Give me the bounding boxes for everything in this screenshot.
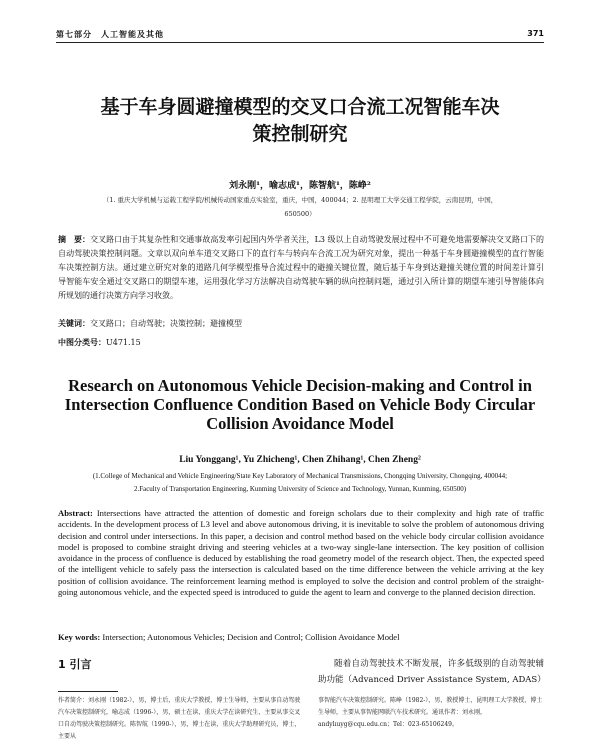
chinese-affiliation-line-2: 650500）: [284, 210, 316, 218]
running-header: [56, 28, 544, 43]
chinese-keywords-label: 关键词：: [58, 319, 90, 328]
chinese-keywords-text: 交叉路口；自动驾驶；决策控制；避撞模型: [90, 319, 242, 328]
english-affiliations: [40, 470, 560, 496]
chinese-abstract-text: 交叉路口由于其复杂性和交通事故高发率引起国内外学者关注，L3 级以上自动驾驶发展过程中不可避免地需要解决交叉路口下的自动驾驶决策控制问题。文章以双向单车道交叉路口下的直行车与转向车合流工况为研究对象，提出一种基于车身圆避撞模型的直行智能车决策控制方法。通过建立研究对象的道路几何学模型推导合流过程中的避撞关键位置，随后基于车身到达避撞关键位置的时间差计算引导智能车安全通过交叉路口的期望车速，运用强化学习方法解决自动驾驶车辆的纵向控制问题，通过引入所计算的期望车速引导智能体向所规划的通行决策方向学习收敛。: [58, 235, 544, 300]
english-abstract: [58, 508, 544, 598]
english-title: [40, 376, 560, 433]
introduction-paragraph: 随着自动驾驶技术不断发展，许多低级别的自动驾驶辅助功能（Advanced Driver Assistance System, ADAS）: [318, 659, 546, 685]
chinese-affiliation-line-1: （1. 重庆大学机械与运载工程学院/机械传动国家重点实验室，重庆，中国，400044；2. 昆明理工大学交通工程学院，云南昆明，中国，: [102, 196, 498, 204]
english-affiliation-line-2: 2.Faculty of Transportation Engineering, Kunming University of Science and Technology, Yunnan, Kunming, 650500): [133, 485, 467, 493]
english-keywords-label: Key words:: [58, 632, 101, 642]
classification-value: U471.15: [106, 338, 141, 347]
english-title-line-3: Collision Avoidance Model: [206, 414, 394, 433]
english-authors: Liu Yonggang¹, Yu Zhicheng¹, Chen Zhihang¹, Chen Zheng²: [179, 455, 421, 465]
chinese-title: [40, 94, 560, 148]
classification-label: 中图分类号：: [58, 338, 106, 347]
section-heading-introduction: 1 引言: [58, 658, 92, 671]
page-number: 371: [527, 29, 544, 38]
header-section-title: 第七部分 人工智能及其他: [56, 30, 164, 39]
footnote-rule: [58, 691, 118, 692]
english-keywords-text: Intersection; Autonomous Vehicles; Decision and Control; Collision Avoidance Model: [102, 632, 400, 642]
english-keywords: [58, 632, 544, 642]
footnote-right-column: 事智能汽车决策控制研究。陈峥（1982-），男，教授博士，昆明理工大学教授，博士生导师，主要从事智能网联汽车技术研究。通讯作者：刘永刚，andylıuyg@cqu.edu.cn；Tel：023-65106249。: [318, 697, 543, 728]
english-title-line-2: Intersection Confluence Condition Based on Vehicle Body Circular: [64, 395, 536, 414]
footnote-left-column: 作者简介：刘永刚（1982-），男，博士后，重庆大学教授，博士生导师，主要从事自动驾驶汽车决策控制研究，喻志成（1996-），男，硕士在读，重庆大学在读研究生，主要从事交叉口自动驾驶决策控制研究。陈智航（1990-），男，博士在读，重庆大学助理研究员，博士，主要从: [58, 697, 301, 740]
chinese-authors: 刘永刚¹，喻志成¹，陈智航¹，陈峥²: [229, 181, 371, 191]
chinese-affiliations: [60, 193, 540, 221]
english-affiliation-line-1: (1.College of Mechanical and Vehicle Engineering/State Key Laboratory of Mechanical Transmissions, Chongqing University, Chongqing, 400044;: [92, 472, 508, 480]
chinese-title-line-2: 策控制研究: [252, 123, 348, 145]
chinese-abstract: [58, 233, 544, 303]
chinese-title-line-1: 基于车身圆避撞模型的交叉口合流工况智能车决: [100, 96, 500, 118]
english-abstract-text: Intersections have attracted the attention of domestic and foreign scholars due to their complexity and high rate of traffic accidents. In the development process of L3 level and above autonomous driving, it is inevitable to solve the problem of autonomous driving decision and control under intersections. In this paper, a decision and control method based on the vehicle body circular collision avoidance model is proposed to combine straight driving and steering vehicles at a two-way single-lane intersection. The key position of collision avoidance in the process of confluence is deduced by establishing the road geometry model of the research object. Then, the expected speed of the intelligent vehicle to safely pass the intersection is calculated based on the time difference between the vehicle arriving at the key position of collision avoidance. The reinforcement learning method is employed to solve the decision and control problem of the straight-going autonomous vehicle, and the expected speed is introduced to guide the agent to learn and converge to the planned decision direction.: [58, 508, 544, 598]
chinese-abstract-label: 摘 要：: [58, 235, 91, 244]
english-abstract-label: Abstract:: [58, 508, 93, 518]
english-title-line-1: Research on Autonomous Vehicle Decision-making and Control in: [68, 376, 532, 395]
chinese-keywords: [58, 318, 544, 329]
classification-number: [58, 337, 544, 348]
